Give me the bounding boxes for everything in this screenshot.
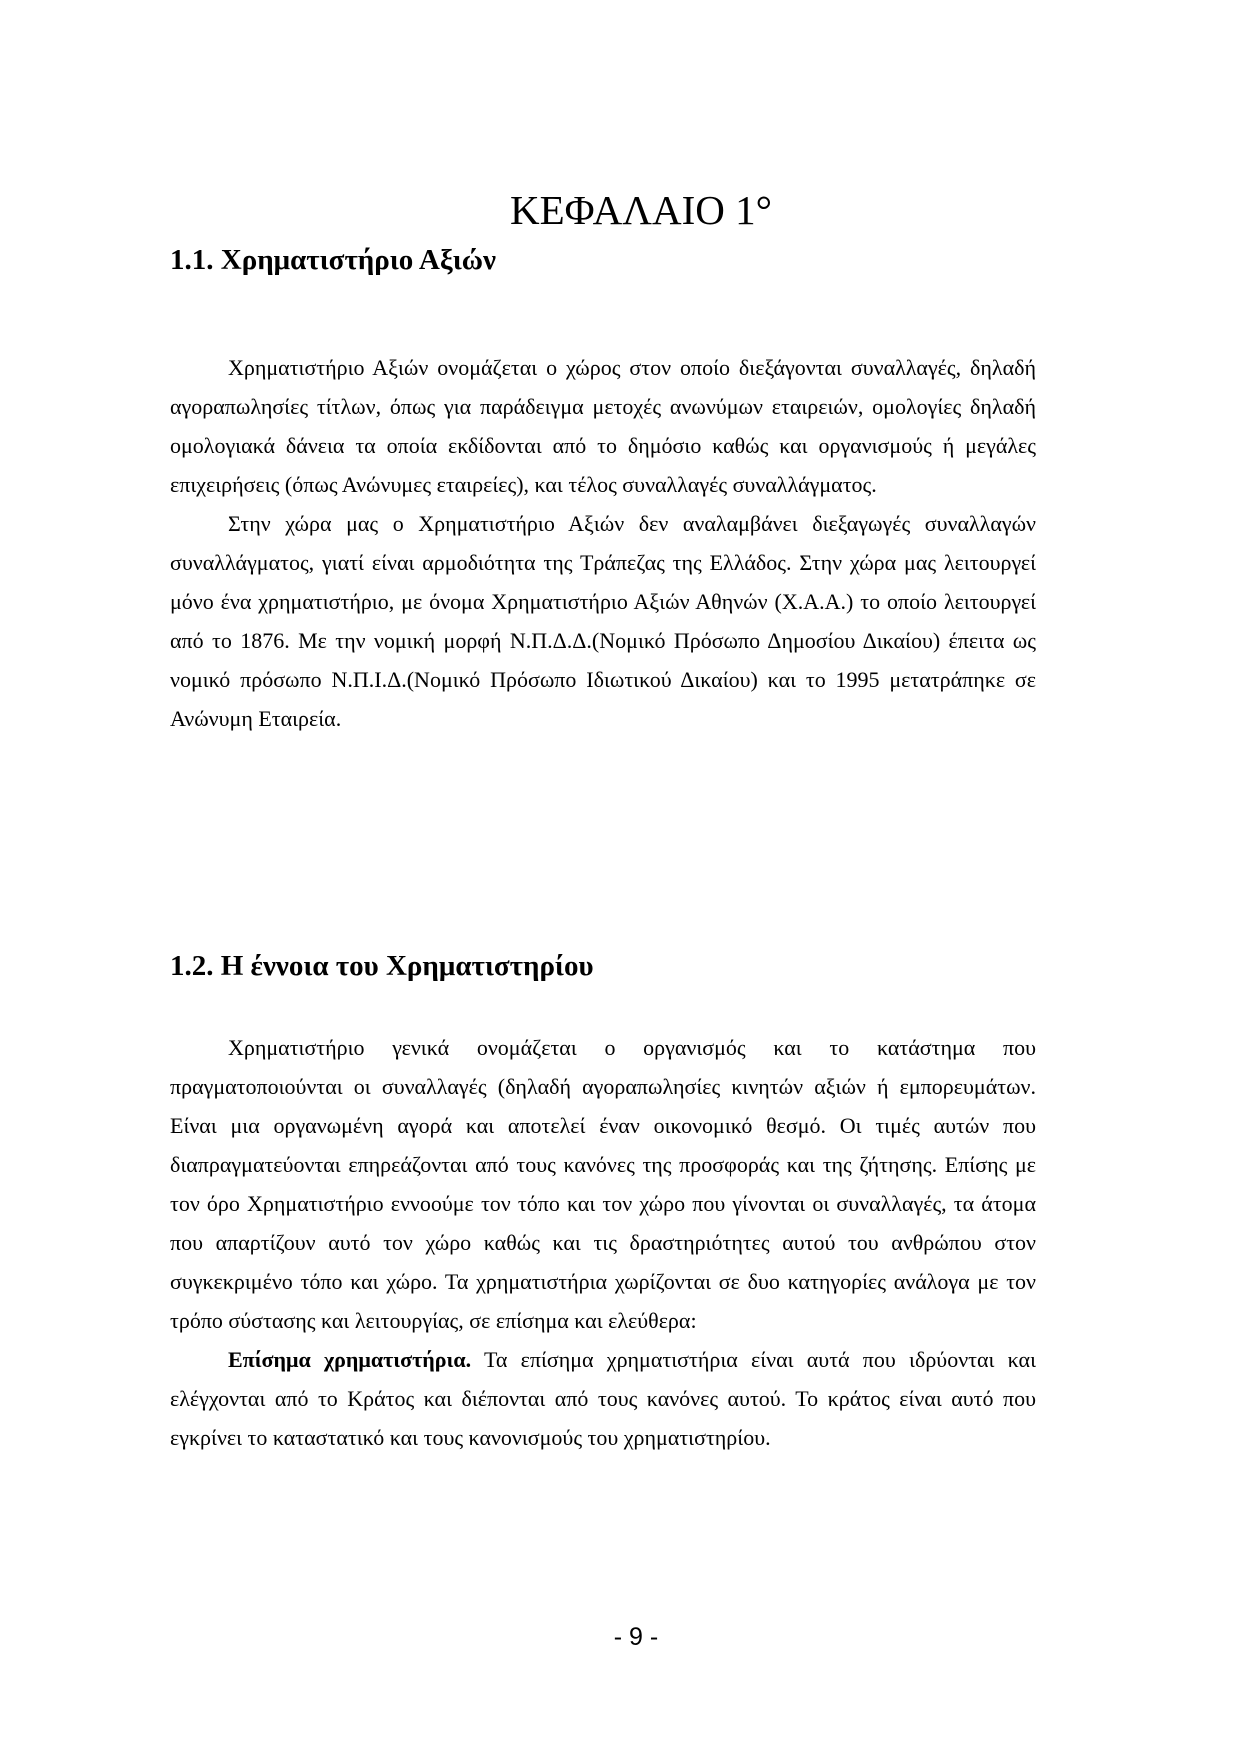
section-1-1-body	[170, 348, 1036, 738]
section-heading-1-1: 1.1. Χρηματιστήριο Αξιών	[170, 244, 496, 276]
section-1-2-body	[170, 1028, 1036, 1457]
paragraph: Στην χώρα μας ο Χρηματιστήριο Αξιών δεν αναλαμβάνει διεξαγωγές συναλλαγών συναλλάγματος, γιατί είναι αρμοδιότητα της Τράπεζας της Ελλάδος. Στην χώρα μας λειτουργεί μόνο ένα χρηματιστήριο, με όνομα Χρηματιστήριο Αξιών Αθηνών (Χ.Α.Α.) το οποίο λειτουργεί από το 1876. Με την νομική μορφή Ν.Π.Δ.Δ.(Νομικό Πρόσωπο Δημοσίου Δικαίου) έπειτα ως νομικό πρόσωπο Ν.Π.Ι.Δ.(Νομικό Πρόσωπο Ιδιωτικού Δικαίου) και το 1995 μετατράπηκε σε Ανώνυμη Εταιρεία.	[170, 511, 1036, 731]
paragraph: Χρηματιστήριο Αξιών ονομάζεται ο χώρος στον οποίο διεξάγονται συναλλαγές, δηλαδή αγοραπωλησίες τίτλων, όπως για παράδειγμα μετοχές ανωνύμων εταιρειών, ομολογίες δηλαδή ομολογιακά δάνεια τα οποία εκδίδονται από το δημόσιο καθώς και οργανισμούς ή μεγάλες επιχειρήσεις (όπως Ανώνυμες εταιρείες), και τέλος συναλλαγές συναλλάγματος.	[170, 355, 1036, 497]
paragraph: Χρηματιστήριο γενικά ονομάζεται ο οργανισμός και το κατάστημα που πραγματοποιούνται οι συναλλαγές (δηλαδή αγοραπωλησίες κινητών αξιών ή εμπορευμάτων. Είναι μια οργανωμένη αγορά και αποτελεί έναν οικονομικό θεσμό. Οι τιμές αυτών που διαπραγματεύονται επηρεάζονται από τους κανόνες της προσφοράς και της ζήτησης. Επίσης με τον όρο Χρηματιστήριο εννοούμε τον τόπο και τον χώρο που γίνονται οι συναλλαγές, τα άτομα που απαρτίζουν αυτό τον χώρο καθώς και τις δραστηριότητες αυτού του ανθρώπου στον συγκεκριμένο τόπο και χώρο. Τα χρηματιστήρια χωρίζονται σε δυο κατηγορίες ανάλογα με τον τρόπο σύστασης και λειτουργίας, σε επίσημα και ελεύθερα:	[170, 1035, 1036, 1333]
page-number: - 9 -	[613, 1623, 659, 1651]
official-exchanges-text: Τα επίσημα χρηματιστήρια είναι αυτά που ιδρύονται και ελέγχονται από το Κράτος και διέπονται από τους κανόνες αυτού. Το κράτος είναι αυτό που εγκρίνει το καταστατικό και τους κανονισμούς του χρηματιστηρίου.	[170, 1347, 1036, 1450]
paragraph-official-exchanges	[170, 1340, 1036, 1457]
chapter-title: ΚΕΦΑΛΑΙΟ 1°	[509, 187, 772, 233]
section-heading-1-2: 1.2. Η έννοια του Χρηματιστηρίου	[170, 950, 594, 982]
official-exchanges-term: Επίσημα χρηματιστήρια.	[228, 1347, 472, 1372]
